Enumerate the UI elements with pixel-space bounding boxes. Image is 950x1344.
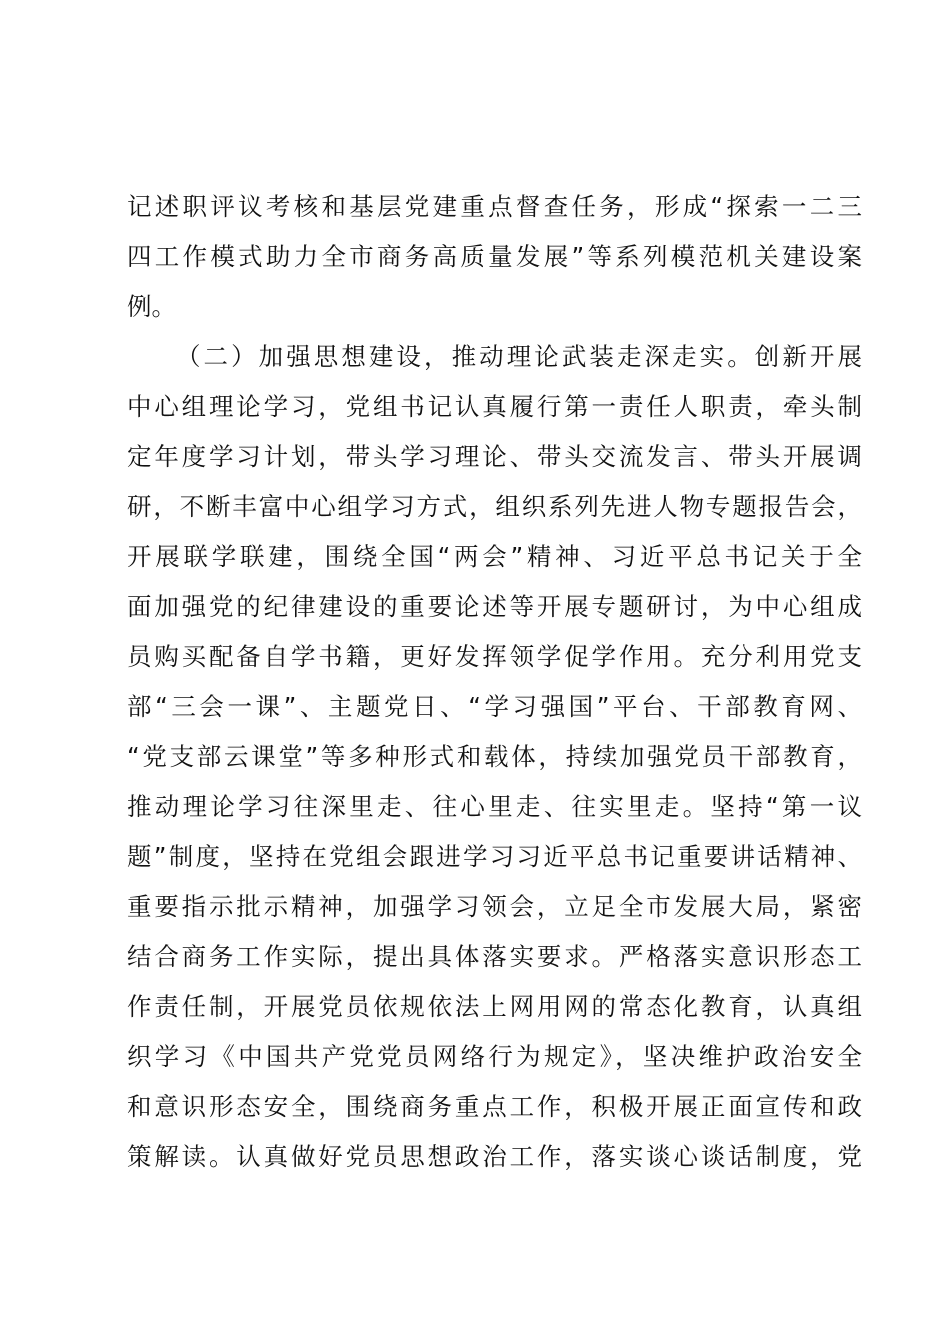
text-line: “党支部云课堂”等多种形式和载体，持续加强党员干部教育， [127, 742, 862, 771]
section-heading-line: （二）加强思想建设，推动理论武装走深走实。创新开展 [176, 342, 862, 371]
text-line: 织学习《中国共产党党员网络行为规定》，坚决维护政治安全 [127, 1042, 862, 1071]
text-line: 定年度学习计划，带头学习理论、带头交流发言、带头开展调 [127, 442, 862, 471]
text-line: 策解读。认真做好党员思想政治工作，落实谈心谈话制度，党 [127, 1142, 862, 1171]
text-line: 研，不断丰富中心组学习方式，组织系列先进人物专题报告会， [127, 492, 862, 521]
text-line: 例。 [127, 292, 176, 321]
text-line: 部“三会一课”、主题党日、“学习强国”平台、干部教育网、 [127, 692, 862, 721]
text-line: 中心组理论学习，党组书记认真履行第一责任人职责，牵头制 [127, 392, 862, 421]
text-line: 记述职评议考核和基层党建重点督查任务，形成“探索一二三 [127, 192, 862, 221]
body-text [127, 182, 862, 1182]
text-line: 题”制度，坚持在党组会跟进学习习近平总书记重要讲话精神、 [127, 842, 862, 871]
text-line: 面加强党的纪律建设的重要论述等开展专题研讨，为中心组成 [127, 592, 862, 621]
text-line: 作责任制，开展党员依规依法上网用网的常态化教育，认真组 [127, 992, 862, 1021]
text-line: 员购买配备自学书籍，更好发挥领学促学作用。充分利用党支 [127, 642, 862, 671]
text-line: 开展联学联建，围绕全国“两会”精神、习近平总书记关于全 [127, 542, 862, 571]
text-line: 结合商务工作实际，提出具体落实要求。严格落实意识形态工 [127, 942, 862, 971]
text-line: 推动理论学习往深里走、往心里走、往实里走。坚持“第一议 [127, 792, 862, 821]
text-line: 四工作模式助力全市商务高质量发展”等系列模范机关建设案 [127, 242, 862, 271]
text-line: 重要指示批示精神，加强学习领会，立足全市发展大局，紧密 [127, 892, 862, 921]
text-line: 和意识形态安全，围绕商务重点工作，积极开展正面宣传和政 [127, 1092, 862, 1121]
